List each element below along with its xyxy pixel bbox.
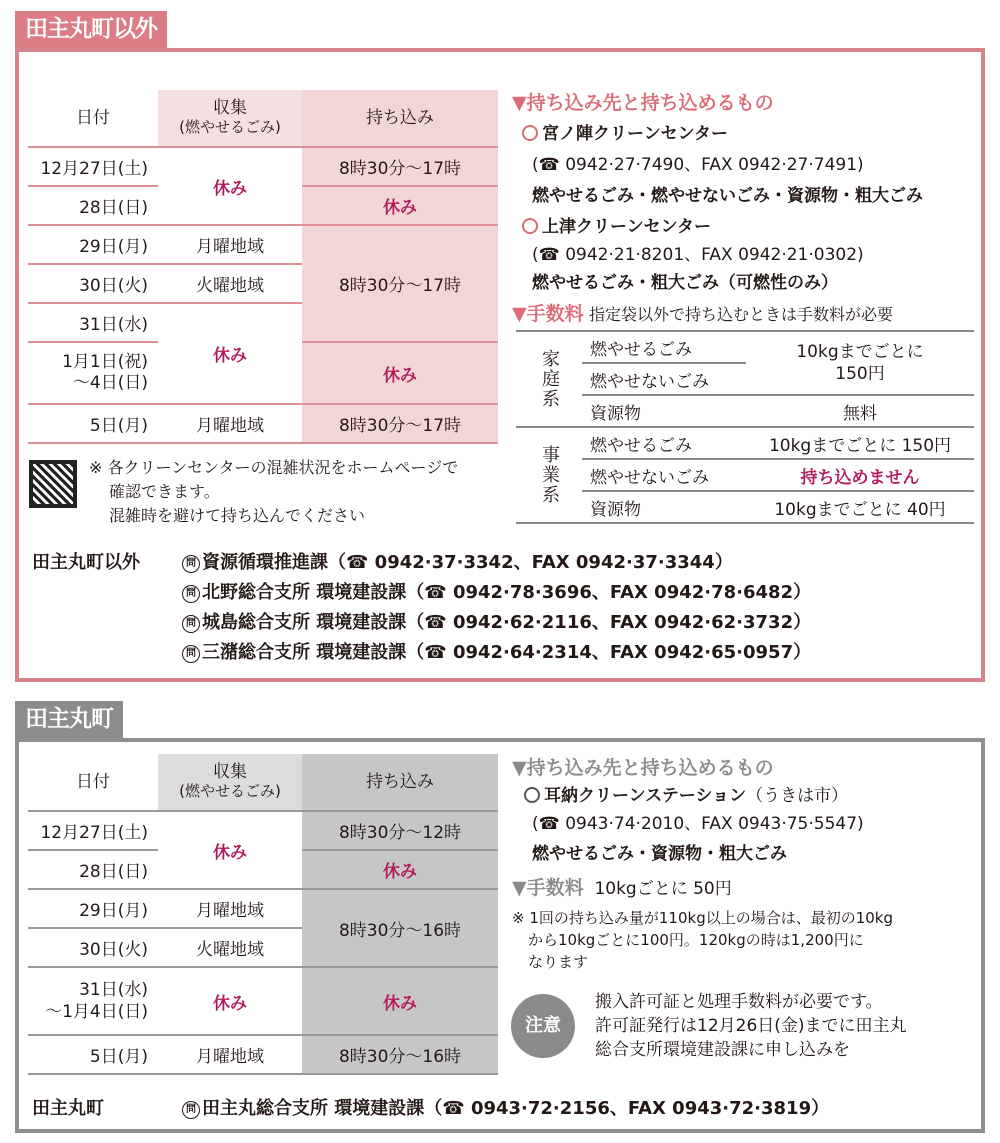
center-contact: (☎ 0942·27·7490、FAX 0942·27·7491) (532, 155, 864, 175)
table-row: 29日(月) 月曜地域 8時30分～17時 (28, 225, 498, 264)
header-carry-in: 持ち込み (302, 90, 498, 147)
fees-heading-row: ▼手数料 指定袋以外で持ち込むときは手数料が必要 (512, 303, 894, 325)
qr-note: ※ 各クリーンセンターの混雑状況をホームページで 確認できます。 混雑時を避けて持ち込んでください (89, 458, 459, 525)
contact-line: 問 北野総合支所 環境建設課（☎ 0942·78·3696、FAX 0942·78·6482） (182, 578, 811, 608)
destinations-heading: ▼持ち込み先と持ち込めるもの (512, 757, 774, 779)
fee-table: 家庭系 燃やせるごみ 10kgまでごとに 150円 燃やせないごみ 資源物 無料 事業系 燃やせるごみ 10kgまでごとに 150円 燃やせないごみ 持ち込めません 資源物 10kgまでごとに 40円 (516, 330, 974, 524)
center-contact: (☎ 0942·21·8201、FAX 0942·21·0302) (532, 245, 864, 265)
table-row: 30日(火) 火曜地域 (28, 264, 498, 303)
contact-line: 問 三潴総合支所 環境建設課（☎ 0942·64·2314、FAX 0942·65·0957） (182, 638, 811, 668)
caution-text: 搬入許可証と処理手数料が必要です。 許可証発行は12月26日(金)までに田主丸 総合支所環境建設課に申し込みを (595, 992, 907, 1060)
table-row: 30日(火) 火曜地域 (28, 928, 498, 967)
inquiry-icon: 問 (182, 615, 200, 633)
table-row: 1月1日(祝) ～4日(日) 休み (28, 342, 498, 404)
center-accepts: 燃やせるごみ・燃やせないごみ・資源物・粗大ごみ (532, 186, 923, 206)
center-name: 宮ノ陣クリーンセンター (512, 119, 923, 150)
table-row: 5日(月) 月曜地域 8時30分～17時 (28, 404, 498, 443)
table-row: 12月27日(土) 休み 8時30分～17時 (28, 147, 498, 186)
circle-bullet-icon (524, 787, 540, 803)
schedule-table: 日付 収集 (燃やせるごみ) 持ち込み 12月27日(土) 休み 8時30分～12時 28日(日) 休み 29日(月) 月曜地域 8時30分～16時 30日(火) 火曜地域 31日(水) ～1月4日(日) 休み 休み 5日(月) 月曜地域 8時30分～16時 (28, 754, 498, 1075)
section-box (15, 738, 985, 1133)
inquiry-icon: 問 (182, 585, 200, 603)
contact-line: 問 城島総合支所 環境建設課（☎ 0942·62·2116、FAX 0942·62·3732） (182, 608, 811, 638)
header-date: 日付 (28, 90, 158, 147)
destinations (512, 754, 893, 973)
contacts: 田主丸町 問 田主丸総合支所 環境建設課（☎ 0943·72·2156、FAX 0943·72·3819） (32, 1094, 972, 1124)
table-row: 5日(月) 月曜地域 8時30分～16時 (28, 1035, 498, 1074)
table-row: 31日(水) ～1月4日(日) 休み 休み (28, 967, 498, 1035)
contacts: 田主丸町以外 問 資源循環推進課（☎ 0942·37·3342、FAX 0942·37·3344） 問 北野総合支所 環境建設課（☎ 0942·78·3696、FAX 0942·78·6482） 問 城島総合支所 環境建設課（☎ 0942·62·2116、FAX 0942·62·3732） 問 三潴総合支所 環境建設課（☎ 0942·64·2314、FAX 0942·65·0957） (32, 548, 972, 673)
center-contact: (☎ 0943·74·2010、FAX 0943·75·5547) (532, 814, 864, 834)
schedule-table (28, 90, 498, 444)
center-name: 耳納クリーンステーション（うきは市） (512, 782, 893, 810)
inquiry-icon: 問 (182, 555, 200, 573)
section-box (15, 48, 985, 682)
inquiry-icon: 問 (182, 645, 200, 663)
table-row: 31日(水) 休み (28, 303, 498, 342)
inquiry-icon: 問 (182, 1101, 200, 1119)
table-row: 12月27日(土) 休み 8時30分～12時 (28, 811, 498, 850)
circle-bullet-icon (522, 218, 538, 234)
center-name: 上津クリーンセンター (512, 212, 923, 243)
section-tab: 田主丸町 (15, 701, 123, 738)
table-row: 28日(日) 休み (28, 186, 498, 225)
circle-bullet-icon (522, 125, 538, 141)
contact-line: 問 資源循環推進課（☎ 0942·37·3342、FAX 0942·37·3344） (182, 548, 811, 578)
header-collection: 収集 (燃やせるごみ) (158, 90, 302, 147)
table-row: 29日(月) 月曜地域 8時30分～16時 (28, 889, 498, 928)
section-tab: 田主丸町以外 (15, 11, 167, 48)
contact-line: 問 田主丸総合支所 環境建設課（☎ 0943·72·2156、FAX 0943·72·3819） (182, 1094, 829, 1124)
fees-note: ※ 1回の持ち込み量が110kg以上の場合は、最初の10kg から10kgごとに100円。120kgの時は1,200円に なります (512, 909, 894, 971)
qr-code-icon[interactable] (29, 460, 77, 508)
center-accepts: 燃やせるごみ・資源物・粗大ごみ (532, 844, 787, 864)
center-accepts: 燃やせるごみ・粗大ごみ（可燃性のみ） (532, 273, 838, 293)
table-row: 28日(日) 休み (28, 850, 498, 889)
caution-badge: 注意 (511, 994, 575, 1058)
destinations (512, 88, 923, 331)
fees-heading-row: ▼手数料 10kgごとに 50円 (512, 877, 732, 899)
destinations-heading: ▼持ち込み先と持ち込めるもの (512, 92, 774, 114)
